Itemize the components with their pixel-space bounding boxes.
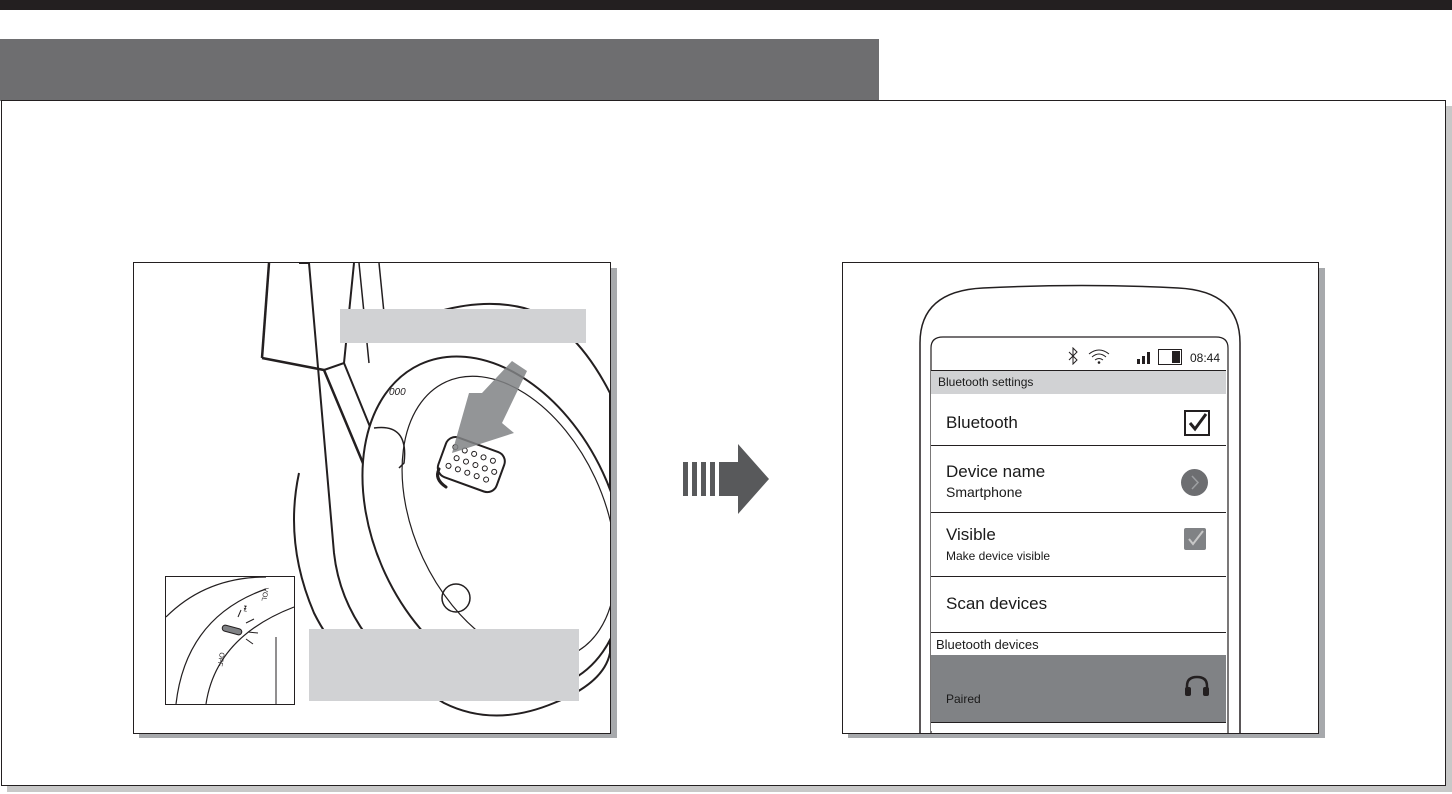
row-subtitle: Make device visible [946, 549, 1051, 563]
checkmark-icon [1186, 412, 1208, 434]
row-title: Visible [946, 525, 996, 544]
bottom-callout-box [309, 629, 579, 701]
battery-icon [1158, 349, 1184, 370]
row-title: Device name [946, 462, 1046, 481]
scan-devices-row[interactable] [931, 577, 1226, 633]
bluetooth-checkbox[interactable] [1184, 410, 1210, 436]
bluetooth-devices-header [931, 633, 1226, 655]
top-callout-box [340, 309, 586, 343]
device-name-row[interactable] [931, 446, 1226, 513]
row-title: Scan devices [946, 594, 1048, 613]
top-bar [0, 0, 1452, 10]
section-title: Bluetooth settings [938, 375, 1034, 389]
row-subtitle: Smartphone [946, 484, 1023, 500]
visible-row[interactable] [931, 513, 1226, 577]
next-step-arrow-icon [683, 444, 771, 514]
row-title: Bluetooth [946, 413, 1018, 432]
bluetooth-status-icon [1067, 347, 1079, 370]
chevron-right-icon[interactable] [1181, 469, 1208, 496]
svg-text:000: 000 [389, 387, 406, 398]
status-time: 08:44 [1190, 351, 1221, 365]
headphones-icon [1184, 675, 1210, 702]
led-inset [165, 576, 295, 705]
svg-text:VOL: VOL [259, 586, 269, 602]
led-off-label: OFF [215, 651, 225, 667]
bluetooth-toggle-row[interactable] [931, 394, 1226, 446]
section-title: Bluetooth devices [936, 637, 1039, 652]
section-tab [0, 39, 879, 101]
signal-icon [1136, 350, 1152, 369]
paired-label: Paired [946, 692, 981, 706]
wifi-icon [1088, 348, 1110, 369]
svg-text:⏭: ⏭ [240, 604, 249, 613]
checkmark-icon [1184, 528, 1206, 550]
list-next-row [931, 722, 1226, 731]
led-detail-drawing [166, 577, 294, 704]
bluetooth-settings-header [931, 370, 1226, 395]
headphone-illustration-panel [133, 262, 611, 734]
visible-checkbox[interactable] [1184, 528, 1206, 550]
paired-device-row[interactable] [931, 655, 1226, 722]
